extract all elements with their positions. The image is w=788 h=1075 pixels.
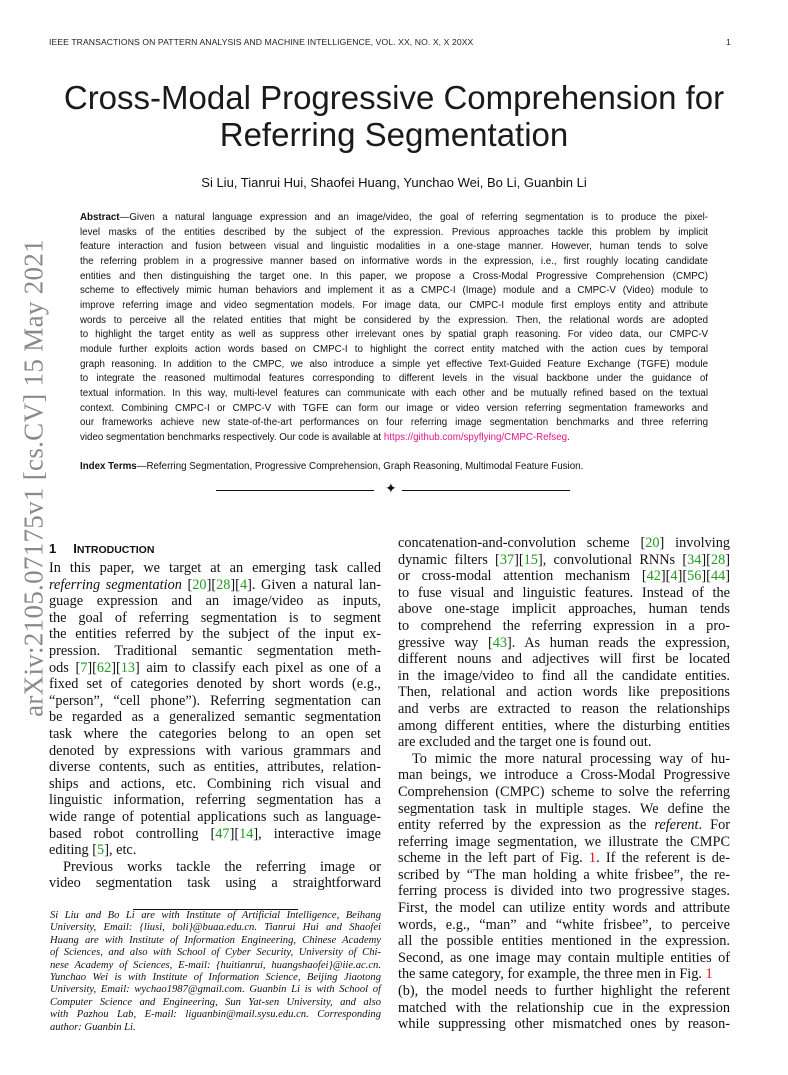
- author-list: Si Liu, Tianrui Hui, Shaofei Huang, Yunchao Wei, Bo Li, Guanbin Li: [201, 175, 587, 190]
- text-run: nese Academy of Sciences, E-mail: {huitianrui, huangshaofei}@iie.ac.cn.: [50, 959, 381, 971]
- text-line: [80, 328, 708, 343]
- text-line: [49, 626, 381, 643]
- text-run: ][: [229, 825, 240, 842]
- text-line: [80, 226, 708, 241]
- text-run: referring image segmentation, we illustrate the CMPC: [398, 833, 730, 850]
- text-run: segmentation task in multiple stages. We define the: [398, 800, 730, 817]
- text-line: [398, 734, 730, 751]
- text-line: [50, 972, 381, 984]
- paper-title: [0, 79, 788, 153]
- text-run: ], interactive image: [253, 825, 382, 842]
- text-run: ferring process is divided into two progressive stages.: [398, 883, 730, 900]
- section-number: 1: [49, 541, 57, 556]
- text-line: [49, 676, 381, 693]
- text-run: or cross-modal attention mechanism [: [398, 568, 647, 585]
- text-line: [49, 759, 381, 776]
- figure-reference-link[interactable]: 1: [588, 850, 597, 867]
- index-terms-text: —Referring Segmentation, Progressive Comprehension, Graph Reasoning, Multimodal Feature Fusion.: [136, 461, 584, 472]
- text-run: dynamic filters [: [398, 551, 500, 568]
- text-run: ][: [677, 568, 688, 585]
- text-run: First, the model can utilize entity words and attribute: [398, 900, 730, 917]
- text-run: diverse contents, such as entities, attributes, relation-: [49, 759, 381, 776]
- text-line: [49, 610, 381, 627]
- text-run: to integrate the reasoned multimodal features corresponding to different levels in the visual backbone under the guidance of: [80, 373, 708, 385]
- abstract: [80, 211, 708, 446]
- text-run: ], convolutional RNNs [: [537, 551, 688, 568]
- text-run: scribed by “The man holding a white frisbee”, the re-: [398, 866, 730, 883]
- text-line: [80, 314, 708, 329]
- text-line: [398, 917, 730, 934]
- text-run: to comprehend the referring expression in a pro-: [398, 617, 730, 634]
- citation-link[interactable]: 47: [215, 825, 230, 842]
- text-line: [50, 997, 381, 1009]
- text-run: words to perceive all the related entities that might be considered by the expression. Then, the relational words are adopted: [80, 314, 708, 326]
- text-run: Computer Science and Engineering, Sun Yat-sen University, and also: [50, 996, 381, 1008]
- text-run: In this paper, we target at an emerging task called: [49, 560, 381, 576]
- text-line: [398, 950, 730, 967]
- section-title-rest: NTRODUCTION: [76, 544, 155, 556]
- text-run: the goal of referring segmentation is to segment: [49, 609, 381, 626]
- text-run: ][: [514, 551, 524, 568]
- text-line: [398, 933, 730, 950]
- text-run: ] involving: [659, 535, 730, 551]
- text-run: To mimic the more natural processing way of hu-: [412, 750, 730, 767]
- text-run: . If the referent is de-: [596, 850, 731, 867]
- citation-link[interactable]: 28: [216, 576, 231, 593]
- text-run: ][: [701, 551, 711, 568]
- text-run: linguistic information, referring segmentation has a: [49, 792, 381, 809]
- text-run: ]. Given a natural lan-: [247, 576, 381, 593]
- text-line: [80, 372, 708, 387]
- text-line: [50, 960, 381, 972]
- text-run: entities and then distinguishing the target one. In this paper, we propose a Cross-Modal Progressive Comprehension (CMPC): [80, 270, 708, 282]
- text-line: [398, 701, 730, 718]
- text-line: [50, 1009, 381, 1021]
- citation-link[interactable]: 28: [710, 551, 726, 568]
- emphasis-text: referent: [654, 817, 699, 834]
- citation-link[interactable]: 37: [499, 551, 515, 568]
- text-run: Huang are with Institute of Information Engineering, Chinese Academy: [50, 934, 381, 946]
- citation-link[interactable]: 44: [710, 568, 726, 585]
- text-run: be regarded as a generalized semantic segmentation: [49, 709, 381, 726]
- text-line: [49, 643, 381, 660]
- citation-link[interactable]: 34: [687, 551, 702, 568]
- text-line: [50, 984, 381, 996]
- text-run: above one-stage implicit approaches, human tends: [398, 601, 730, 618]
- text-run: ][: [230, 576, 240, 593]
- figure-reference-link[interactable]: 1: [705, 966, 713, 983]
- text-line: [50, 1022, 381, 1034]
- text-run: different nouns and adjectives will first be located: [398, 651, 730, 668]
- text-run: all the possible entities mentioned in the expression.: [398, 933, 730, 950]
- arxiv-stamp: arXiv:2105.07175v1 [cs.CV] 15 May 2021: [18, 239, 49, 717]
- text-run: of Sciences, and also with School of Cyber Security, University of Chi-: [50, 947, 381, 959]
- text-line: [49, 560, 381, 577]
- text-run: Then, relational and action words like prepositions: [398, 684, 730, 701]
- text-line: [398, 718, 730, 735]
- text-run: scheme in the left part of Fig.: [398, 850, 589, 867]
- text-line: [398, 651, 730, 668]
- text-run: level masks of the entities described by the subject of the expression. Previous approaches tackle this problem by implicit: [80, 226, 708, 238]
- text-line: [80, 240, 708, 255]
- text-line: [80, 211, 708, 226]
- title-line: Cross-Modal Progressive Comprehension for: [63, 79, 725, 116]
- text-run: task where the categories belong to an open set: [49, 725, 381, 742]
- text-run: . For: [698, 817, 731, 834]
- citation-link[interactable]: 42: [646, 568, 661, 585]
- text-line: [398, 635, 730, 652]
- text-line: [80, 299, 708, 314]
- text-run: Comprehension (CMPC) scheme to solve the referring: [398, 783, 730, 800]
- left-column-text: [49, 560, 381, 892]
- text-line: [49, 792, 381, 809]
- text-run: ]: [725, 551, 730, 568]
- text-line: [398, 568, 730, 585]
- text-run: ships and actions, etc. Combining rich visual and: [49, 775, 381, 792]
- text-run: University, Email: {liusi, boli}@buaa.edu.cn. Tianrui Hui and Shaofei: [50, 922, 381, 934]
- text-line: [49, 693, 381, 710]
- text-run: among different entities, where the disturbing entities: [398, 717, 730, 734]
- text-run: words, e.g., “man” and “white frisbee”, to perceive: [398, 916, 730, 933]
- text-run: ], etc.: [104, 842, 137, 859]
- text-run: scheme to effectively mimic human behaviors and implement it as a CMPC-I (Image) module and a CMPC-V (Video) module to: [80, 285, 708, 297]
- text-run: concatenation-and-convolution scheme [: [398, 535, 646, 551]
- divider-line: [402, 490, 570, 491]
- text-line: [80, 270, 708, 285]
- text-line: [80, 416, 708, 431]
- text-run: are excluded and the target one is found out.: [398, 734, 652, 751]
- text-run: ][: [206, 576, 217, 593]
- text-line: [398, 767, 730, 784]
- text-run: in the image/video to find all the candidate entities.: [398, 667, 730, 684]
- text-run: video segmentation benchmarks respectively. Our code is available at: [80, 432, 384, 444]
- text-line: [80, 284, 708, 299]
- text-run: matched with the relationship cue in the expression: [398, 999, 730, 1016]
- text-line: [398, 618, 730, 635]
- text-run: entity referred by the expression as the: [398, 817, 655, 834]
- text-line: [49, 875, 381, 892]
- text-run: improve referring image and video segmentation models. For image data, our CMPC-I module first employs entity and attribute: [80, 300, 708, 312]
- text-line: [398, 535, 730, 552]
- text-run: ][: [111, 659, 121, 676]
- text-line: [49, 726, 381, 743]
- text-run: video segmentation task using a straightforward: [49, 875, 381, 892]
- text-run: (b), the model needs to further highlight the referent: [398, 983, 730, 1000]
- text-line: [398, 966, 730, 983]
- index-terms: [80, 461, 583, 472]
- author-footnote: [50, 910, 381, 1034]
- text-line: [49, 859, 381, 876]
- index-terms-label: Index Terms: [80, 461, 137, 472]
- title-line: Referring Segmentation: [219, 116, 569, 153]
- text-run: textual information. In this way, multi-level features can communicate with each other and be mutually refined based on the textual: [80, 388, 708, 400]
- text-run: our frameworks achieve new state-of-the-art performances on four referring image segmentation benchmarks and three referring: [80, 417, 708, 429]
- text-line: [398, 585, 730, 602]
- text-run: ][: [87, 659, 97, 676]
- text-line: [80, 358, 708, 373]
- text-line: [50, 922, 381, 934]
- text-line: [80, 387, 708, 402]
- text-line: [398, 784, 730, 801]
- text-line: [49, 776, 381, 793]
- citation-link[interactable]: 13: [120, 659, 136, 676]
- text-run: editing [: [49, 842, 98, 859]
- page-number: 1: [726, 37, 731, 47]
- citation-link[interactable]: 4: [670, 568, 678, 585]
- running-header: IEEE TRANSACTIONS ON PATTERN ANALYSIS AND MACHINE INTELLIGENCE, VOL. XX, NO. X, X 20XX: [49, 37, 474, 47]
- text-run: feature interaction and fusion between visual and linguistic modalities in a one-stage manner. However, human tends to solve: [80, 241, 708, 253]
- text-line: [49, 826, 381, 843]
- text-run: ]. As human reads the expression,: [507, 634, 730, 651]
- text-run: ]: [725, 568, 730, 585]
- citation-link[interactable]: 4: [239, 576, 248, 593]
- section-heading: [49, 541, 154, 556]
- text-line: [398, 983, 730, 1000]
- citation-link[interactable]: 7: [80, 659, 88, 676]
- text-run: guage expression and an image/video as inputs,: [49, 593, 381, 610]
- divider-star-icon: ✦: [385, 481, 397, 497]
- text-line: [50, 910, 381, 922]
- text-run: to fuse visual and linguistic features. Instead of the: [398, 584, 730, 601]
- text-line: [49, 842, 381, 859]
- text-run: ods [: [49, 659, 81, 676]
- text-line: [49, 577, 381, 594]
- citation-link[interactable]: 20: [645, 535, 660, 551]
- text-line: [398, 684, 730, 701]
- text-line: [398, 601, 730, 618]
- text-line: [80, 343, 708, 358]
- text-run: and verbs are extracted to reason the relationships: [398, 700, 730, 717]
- citation-link[interactable]: 15: [523, 551, 538, 568]
- text-run: —Given a natural language expression and an image/video, the goal of referring segmentation is to produce the pixel-: [119, 212, 708, 223]
- text-line: [398, 668, 730, 685]
- text-run: Si Liu and Bo Li are with Institute of Artificial Intelligence, Beihang: [50, 910, 381, 921]
- code-url-link[interactable]: https://github.com/spyflying/CMPC-Refseg: [383, 432, 568, 444]
- text-run: gressive way [: [398, 634, 493, 651]
- citation-link[interactable]: 5: [97, 842, 105, 859]
- text-run: the same category, for example, the three men in Fig.: [398, 966, 706, 983]
- text-run: Second, as one image may contain multiple entities of: [398, 949, 730, 966]
- text-line: [80, 402, 708, 417]
- text-line: [398, 817, 730, 834]
- text-run: ][: [701, 568, 711, 585]
- text-run: with Pazhou Lab, E-mail: liguanbin@mail.sysu.edu.cn. Corresponding: [50, 1009, 381, 1021]
- text-run: Previous works tackle the referring image or: [63, 858, 381, 875]
- text-line: [398, 552, 730, 569]
- text-run: ][: [660, 568, 671, 585]
- text-run: to highlight the target entity as well as suppress other irrelevant ones by spatial graph reasoning. For video data, our CMPC-V: [80, 329, 708, 341]
- text-line: [398, 751, 730, 768]
- text-line: [80, 255, 708, 270]
- text-line: [398, 867, 730, 884]
- text-line: [49, 660, 381, 677]
- text-line: [398, 900, 730, 917]
- text-run: wide range of potential applications such as language-: [49, 808, 381, 825]
- citation-link[interactable]: 14: [239, 825, 254, 842]
- text-run: graph reasoning. In addition to the CMPC, we also introduce a simple yet effective Text-Guided Feature Exchange (TGFE) module: [80, 358, 708, 370]
- text-run: module further exploits action words based on CMPC-I to highlight the correct entity matched with the action cues by temporal: [80, 344, 708, 356]
- emphasis-text: referring segmentation: [49, 576, 182, 593]
- text-run: [: [181, 576, 193, 593]
- text-line: [49, 743, 381, 760]
- text-run: context. Combining CMPC-I or CMPC-V with TGFE can form our image or video version referring segmentation frameworks and: [80, 402, 708, 414]
- text-run: the entities referred by the subject of the input ex-: [49, 626, 381, 643]
- right-column-text: [398, 535, 730, 1033]
- citation-link[interactable]: 56: [687, 568, 702, 585]
- text-run: while suppressing other mismatched ones by reason-: [398, 1016, 730, 1033]
- text-run: pression. Traditional semantic segmentation meth-: [49, 642, 381, 659]
- text-line: [398, 850, 730, 867]
- citation-link[interactable]: 20: [192, 576, 207, 593]
- text-line: [398, 801, 730, 818]
- text-line: [50, 935, 381, 947]
- citation-link[interactable]: 43: [492, 634, 508, 651]
- text-line: [398, 1000, 730, 1017]
- text-line: [398, 1016, 730, 1033]
- text-line: [49, 593, 381, 610]
- text-run: denoted by expressions with various grammars and: [49, 742, 381, 759]
- text-run: Yunchao Wei is with Institute of Information Science, Beijing Jiaotong: [50, 972, 381, 984]
- text-run: University, Email: wychao1987@gmail.com. Guanbin Li is with School of: [50, 984, 381, 996]
- text-run: man beings, we introduce a Cross-Modal Progressive: [398, 767, 730, 784]
- citation-link[interactable]: 62: [96, 659, 112, 676]
- text-run: author: Guanbin Li.: [50, 1021, 136, 1033]
- text-line: [49, 809, 381, 826]
- text-run: fixed set of categories denoted by short words (e.g.,: [49, 676, 381, 693]
- bold-label: Abstract: [80, 212, 120, 223]
- text-line: [80, 431, 708, 446]
- text-run: “person”, “cell phone”). Referring segmentation can: [49, 692, 381, 709]
- text-line: [49, 709, 381, 726]
- text-line: [50, 947, 381, 959]
- text-run: ] aim to classify each pixel as one of a: [135, 659, 381, 676]
- section-title-initial: I: [73, 541, 77, 556]
- text-line: [398, 883, 730, 900]
- text-run: the referring problem in a progressive manner based on informative words in the expression, i.e., first roughly locating candidate: [80, 256, 708, 268]
- text-run: .: [567, 432, 570, 444]
- text-line: [398, 834, 730, 851]
- divider-line: [216, 490, 374, 491]
- text-run: based robot controlling [: [49, 825, 216, 842]
